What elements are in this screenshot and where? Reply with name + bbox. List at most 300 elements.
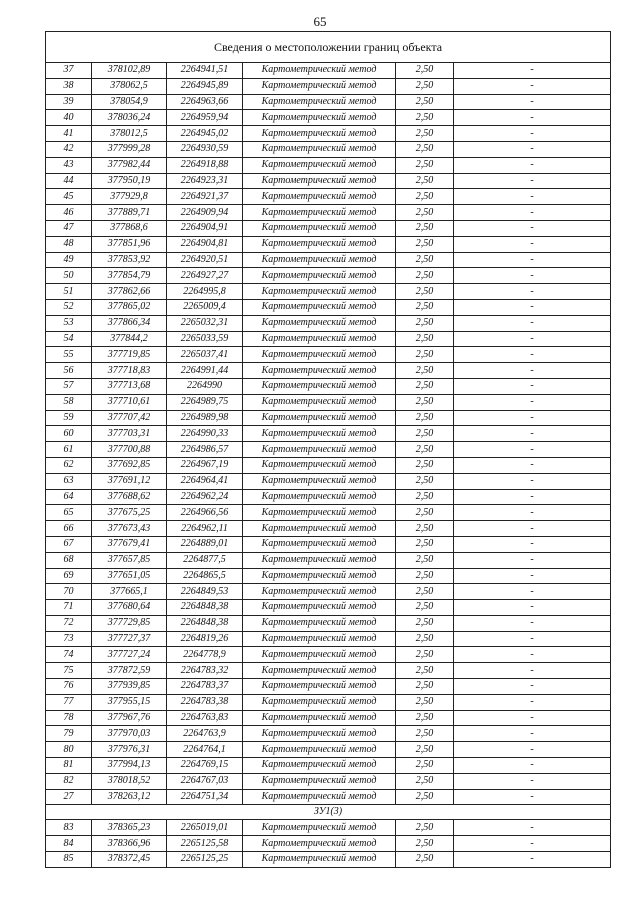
table-row: [46, 378, 611, 394]
coord-y: 2265033,59: [167, 331, 243, 347]
coord-y: 2264751,34: [167, 789, 243, 805]
coord-x: 377665,1: [92, 584, 167, 600]
error-value: 2,50: [396, 663, 454, 679]
error-value: 2,50: [396, 220, 454, 236]
note: -: [454, 710, 611, 726]
table-row: [46, 331, 611, 347]
point-number: 82: [46, 773, 92, 789]
method: Картометрический метод: [243, 173, 396, 189]
coord-x: 377713,68: [92, 378, 167, 394]
section-label: ЗУ1(3): [46, 805, 611, 820]
note: -: [454, 63, 611, 79]
error-value: 2,50: [396, 820, 454, 836]
error-value: 2,50: [396, 457, 454, 473]
table-row: [46, 647, 611, 663]
coord-y: 2264889,01: [167, 536, 243, 552]
point-number: 64: [46, 489, 92, 505]
note: -: [454, 220, 611, 236]
table-row: [46, 94, 611, 110]
table-row: [46, 489, 611, 505]
point-number: 38: [46, 78, 92, 94]
error-value: 2,50: [396, 157, 454, 173]
point-number: 27: [46, 789, 92, 805]
coord-x: 377929,8: [92, 189, 167, 205]
method: Картометрический метод: [243, 600, 396, 616]
error-value: 2,50: [396, 694, 454, 710]
table-row: [46, 410, 611, 426]
error-value: 2,50: [396, 742, 454, 758]
note: -: [454, 410, 611, 426]
method: Картометрический метод: [243, 663, 396, 679]
method: Картометрический метод: [243, 205, 396, 221]
error-value: 2,50: [396, 94, 454, 110]
table-row: [46, 631, 611, 647]
note: -: [454, 489, 611, 505]
coord-y: 2264865,5: [167, 568, 243, 584]
note: -: [454, 268, 611, 284]
method: Картометрический метод: [243, 315, 396, 331]
method: Картометрический метод: [243, 252, 396, 268]
table-row: [46, 615, 611, 631]
error-value: 2,50: [396, 489, 454, 505]
note: -: [454, 173, 611, 189]
note: -: [454, 394, 611, 410]
note: -: [454, 615, 611, 631]
note: -: [454, 679, 611, 695]
method: Картометрический метод: [243, 836, 396, 852]
point-number: 66: [46, 521, 92, 537]
coord-x: 377866,34: [92, 315, 167, 331]
table-row: [46, 600, 611, 616]
method: Картометрический метод: [243, 473, 396, 489]
method: Картометрический метод: [243, 331, 396, 347]
coord-y: 2265037,41: [167, 347, 243, 363]
coord-x: 378018,52: [92, 773, 167, 789]
coord-y: 2264991,44: [167, 363, 243, 379]
method: Картометрический метод: [243, 299, 396, 315]
point-number: 57: [46, 378, 92, 394]
note: -: [454, 284, 611, 300]
table-row: [46, 521, 611, 537]
method: Картометрический метод: [243, 457, 396, 473]
coord-x: 377844,2: [92, 331, 167, 347]
note: -: [454, 584, 611, 600]
error-value: 2,50: [396, 773, 454, 789]
method: Картометрический метод: [243, 536, 396, 552]
method: Картометрический метод: [243, 647, 396, 663]
method: Картометрический метод: [243, 110, 396, 126]
method: Картометрический метод: [243, 378, 396, 394]
error-value: 2,50: [396, 173, 454, 189]
error-value: 2,50: [396, 410, 454, 426]
table-row: [46, 141, 611, 157]
coord-x: 377851,96: [92, 236, 167, 252]
coord-x: 377994,13: [92, 758, 167, 774]
error-value: 2,50: [396, 236, 454, 252]
point-number: 59: [46, 410, 92, 426]
table-row: [46, 679, 611, 695]
error-value: 2,50: [396, 505, 454, 521]
coord-x: 377727,37: [92, 631, 167, 647]
error-value: 2,50: [396, 315, 454, 331]
note: -: [454, 726, 611, 742]
method: Картометрический метод: [243, 631, 396, 647]
point-number: 81: [46, 758, 92, 774]
coord-x: 377657,85: [92, 552, 167, 568]
note: -: [454, 789, 611, 805]
point-number: 77: [46, 694, 92, 710]
note: -: [454, 742, 611, 758]
note: -: [454, 205, 611, 221]
point-number: 58: [46, 394, 92, 410]
error-value: 2,50: [396, 615, 454, 631]
coord-x: 377727,24: [92, 647, 167, 663]
note: -: [454, 694, 611, 710]
point-number: 65: [46, 505, 92, 521]
table-row: [46, 473, 611, 489]
point-number: 50: [46, 268, 92, 284]
error-value: 2,50: [396, 110, 454, 126]
error-value: 2,50: [396, 394, 454, 410]
table-row: [46, 568, 611, 584]
error-value: 2,50: [396, 347, 454, 363]
point-number: 44: [46, 173, 92, 189]
coord-y: 2264904,81: [167, 236, 243, 252]
point-number: 51: [46, 284, 92, 300]
coord-y: 2264923,31: [167, 173, 243, 189]
error-value: 2,50: [396, 426, 454, 442]
method: Картометрический метод: [243, 505, 396, 521]
coord-y: 2264990: [167, 378, 243, 394]
method: Картометрический метод: [243, 726, 396, 742]
error-value: 2,50: [396, 679, 454, 695]
note: -: [454, 442, 611, 458]
table-row: [46, 252, 611, 268]
table-row: [46, 394, 611, 410]
table-row: [46, 347, 611, 363]
method: Картометрический метод: [243, 789, 396, 805]
table-row: [46, 758, 611, 774]
table-row: [46, 552, 611, 568]
coord-x: 377976,31: [92, 742, 167, 758]
coord-y: 2264769,15: [167, 758, 243, 774]
method: Картометрический метод: [243, 94, 396, 110]
coord-y: 2264763,9: [167, 726, 243, 742]
coord-x: 378366,96: [92, 836, 167, 852]
method: Картометрический метод: [243, 489, 396, 505]
coord-y: 2264783,32: [167, 663, 243, 679]
point-number: 62: [46, 457, 92, 473]
point-number: 46: [46, 205, 92, 221]
note: -: [454, 521, 611, 537]
coord-y: 2264909,94: [167, 205, 243, 221]
coord-y: 2265019,01: [167, 820, 243, 836]
coord-y: 2265032,31: [167, 315, 243, 331]
coord-y: 2264849,53: [167, 584, 243, 600]
coord-x: 377692,85: [92, 457, 167, 473]
table-row: [46, 789, 611, 805]
note: -: [454, 189, 611, 205]
coord-y: 2264877,5: [167, 552, 243, 568]
error-value: 2,50: [396, 363, 454, 379]
error-value: 2,50: [396, 647, 454, 663]
table-row: [46, 536, 611, 552]
coord-y: 2264918,88: [167, 157, 243, 173]
error-value: 2,50: [396, 600, 454, 616]
method: Картометрический метод: [243, 141, 396, 157]
error-value: 2,50: [396, 552, 454, 568]
error-value: 2,50: [396, 521, 454, 537]
table-row: [46, 299, 611, 315]
coord-x: 377679,41: [92, 536, 167, 552]
coord-x: 378062,5: [92, 78, 167, 94]
coord-y: 2264920,51: [167, 252, 243, 268]
coord-x: 377872,59: [92, 663, 167, 679]
method: Картометрический метод: [243, 710, 396, 726]
note: -: [454, 820, 611, 836]
coord-x: 377939,85: [92, 679, 167, 695]
point-number: 63: [46, 473, 92, 489]
error-value: 2,50: [396, 758, 454, 774]
table-row: [46, 457, 611, 473]
coord-x: 377680,64: [92, 600, 167, 616]
method: Картометрический метод: [243, 521, 396, 537]
method: Картометрический метод: [243, 820, 396, 836]
error-value: 2,50: [396, 284, 454, 300]
point-number: 53: [46, 315, 92, 331]
table-row: [46, 220, 611, 236]
coord-x: 377970,03: [92, 726, 167, 742]
method: Картометрический метод: [243, 568, 396, 584]
coord-y: 2264904,91: [167, 220, 243, 236]
table-title: Сведения о местоположении границ объекта: [46, 32, 611, 63]
coord-x: 377729,85: [92, 615, 167, 631]
table-row: [46, 205, 611, 221]
method: Картометрический метод: [243, 442, 396, 458]
table-row: [46, 852, 611, 868]
note: -: [454, 852, 611, 868]
point-number: 45: [46, 189, 92, 205]
point-number: 75: [46, 663, 92, 679]
point-number: 48: [46, 236, 92, 252]
point-number: 61: [46, 442, 92, 458]
point-number: 39: [46, 94, 92, 110]
point-number: 76: [46, 679, 92, 695]
table-row: [46, 663, 611, 679]
point-number: 73: [46, 631, 92, 647]
point-number: 85: [46, 852, 92, 868]
coord-y: 2264995,8: [167, 284, 243, 300]
note: -: [454, 110, 611, 126]
section-row: [46, 805, 611, 820]
point-number: 84: [46, 836, 92, 852]
note: -: [454, 457, 611, 473]
coord-y: 2264767,03: [167, 773, 243, 789]
coord-x: 378012,5: [92, 126, 167, 142]
coord-x: 377982,44: [92, 157, 167, 173]
coord-y: 2264930,59: [167, 141, 243, 157]
note: -: [454, 347, 611, 363]
method: Картометрический метод: [243, 758, 396, 774]
method: Картометрический метод: [243, 220, 396, 236]
coord-y: 2264964,41: [167, 473, 243, 489]
method: Картометрический метод: [243, 284, 396, 300]
note: -: [454, 536, 611, 552]
coord-x: 377718,83: [92, 363, 167, 379]
coord-x: 377707,42: [92, 410, 167, 426]
coord-x: 377950,19: [92, 173, 167, 189]
coord-y: 2265009,4: [167, 299, 243, 315]
coord-y: 2264819,26: [167, 631, 243, 647]
method: Картометрический метод: [243, 363, 396, 379]
point-number: 80: [46, 742, 92, 758]
table-row: [46, 173, 611, 189]
method: Картометрический метод: [243, 615, 396, 631]
method: Картометрический метод: [243, 742, 396, 758]
note: -: [454, 141, 611, 157]
error-value: 2,50: [396, 252, 454, 268]
point-number: 52: [46, 299, 92, 315]
point-number: 60: [46, 426, 92, 442]
method: Картометрический метод: [243, 189, 396, 205]
coord-x: 378054,9: [92, 94, 167, 110]
coord-x: 377719,85: [92, 347, 167, 363]
table-row: [46, 63, 611, 79]
method: Картометрический метод: [243, 410, 396, 426]
point-number: 79: [46, 726, 92, 742]
note: -: [454, 315, 611, 331]
coord-y: 2264959,94: [167, 110, 243, 126]
method: Картометрический метод: [243, 63, 396, 79]
note: -: [454, 331, 611, 347]
table-row: [46, 710, 611, 726]
error-value: 2,50: [396, 378, 454, 394]
method: Картометрический метод: [243, 694, 396, 710]
method: Картометрический метод: [243, 347, 396, 363]
error-value: 2,50: [396, 631, 454, 647]
coord-y: 2264941,51: [167, 63, 243, 79]
error-value: 2,50: [396, 789, 454, 805]
coord-y: 2264848,38: [167, 615, 243, 631]
coord-y: 2264986,57: [167, 442, 243, 458]
coord-x: 377854,79: [92, 268, 167, 284]
coord-x: 377865,02: [92, 299, 167, 315]
point-number: 78: [46, 710, 92, 726]
coord-x: 377675,25: [92, 505, 167, 521]
method: Картометрический метод: [243, 78, 396, 94]
error-value: 2,50: [396, 299, 454, 315]
coord-y: 2264966,56: [167, 505, 243, 521]
table-row: [46, 820, 611, 836]
error-value: 2,50: [396, 141, 454, 157]
table-row: [46, 363, 611, 379]
coord-y: 2264945,89: [167, 78, 243, 94]
method: Картометрический метод: [243, 679, 396, 695]
table-row: [46, 236, 611, 252]
note: -: [454, 631, 611, 647]
coord-x: 378365,23: [92, 820, 167, 836]
coord-x: 377967,76: [92, 710, 167, 726]
note: -: [454, 426, 611, 442]
method: Картометрический метод: [243, 584, 396, 600]
coord-x: 377703,31: [92, 426, 167, 442]
error-value: 2,50: [396, 78, 454, 94]
coord-x: 377691,12: [92, 473, 167, 489]
coord-y: 2264927,27: [167, 268, 243, 284]
point-number: 69: [46, 568, 92, 584]
table-row: [46, 284, 611, 300]
point-number: 56: [46, 363, 92, 379]
note: -: [454, 663, 611, 679]
note: -: [454, 126, 611, 142]
note: -: [454, 600, 611, 616]
coord-x: 377868,6: [92, 220, 167, 236]
error-value: 2,50: [396, 189, 454, 205]
table-row: [46, 189, 611, 205]
point-number: 68: [46, 552, 92, 568]
table-row: [46, 78, 611, 94]
note: -: [454, 836, 611, 852]
coord-y: 2264783,38: [167, 694, 243, 710]
error-value: 2,50: [396, 568, 454, 584]
table-row: [46, 126, 611, 142]
method: Картометрический метод: [243, 126, 396, 142]
coord-x: 378036,24: [92, 110, 167, 126]
coord-y: 2264921,37: [167, 189, 243, 205]
method: Картометрический метод: [243, 268, 396, 284]
point-number: 41: [46, 126, 92, 142]
error-value: 2,50: [396, 852, 454, 868]
note: -: [454, 252, 611, 268]
coord-x: 377710,61: [92, 394, 167, 410]
coord-x: 378102,89: [92, 63, 167, 79]
error-value: 2,50: [396, 63, 454, 79]
note: -: [454, 78, 611, 94]
coord-y: 2264962,24: [167, 489, 243, 505]
point-number: 71: [46, 600, 92, 616]
coord-x: 377862,66: [92, 284, 167, 300]
point-number: 40: [46, 110, 92, 126]
note: -: [454, 568, 611, 584]
coord-y: 2264967,19: [167, 457, 243, 473]
point-number: 37: [46, 63, 92, 79]
point-number: 43: [46, 157, 92, 173]
point-number: 83: [46, 820, 92, 836]
error-value: 2,50: [396, 473, 454, 489]
note: -: [454, 552, 611, 568]
point-number: 72: [46, 615, 92, 631]
note: -: [454, 473, 611, 489]
coord-x: 377889,71: [92, 205, 167, 221]
note: -: [454, 236, 611, 252]
note: -: [454, 363, 611, 379]
point-number: 54: [46, 331, 92, 347]
method: Картометрический метод: [243, 236, 396, 252]
coord-x: 378263,12: [92, 789, 167, 805]
coord-y: 2264764,1: [167, 742, 243, 758]
note: -: [454, 505, 611, 521]
coord-y: 2264962,11: [167, 521, 243, 537]
table-row: [46, 742, 611, 758]
table-row: [46, 505, 611, 521]
note: -: [454, 378, 611, 394]
point-number: 70: [46, 584, 92, 600]
point-number: 49: [46, 252, 92, 268]
method: Картометрический метод: [243, 394, 396, 410]
error-value: 2,50: [396, 126, 454, 142]
coord-x: 377688,62: [92, 489, 167, 505]
coord-y: 2264989,75: [167, 394, 243, 410]
